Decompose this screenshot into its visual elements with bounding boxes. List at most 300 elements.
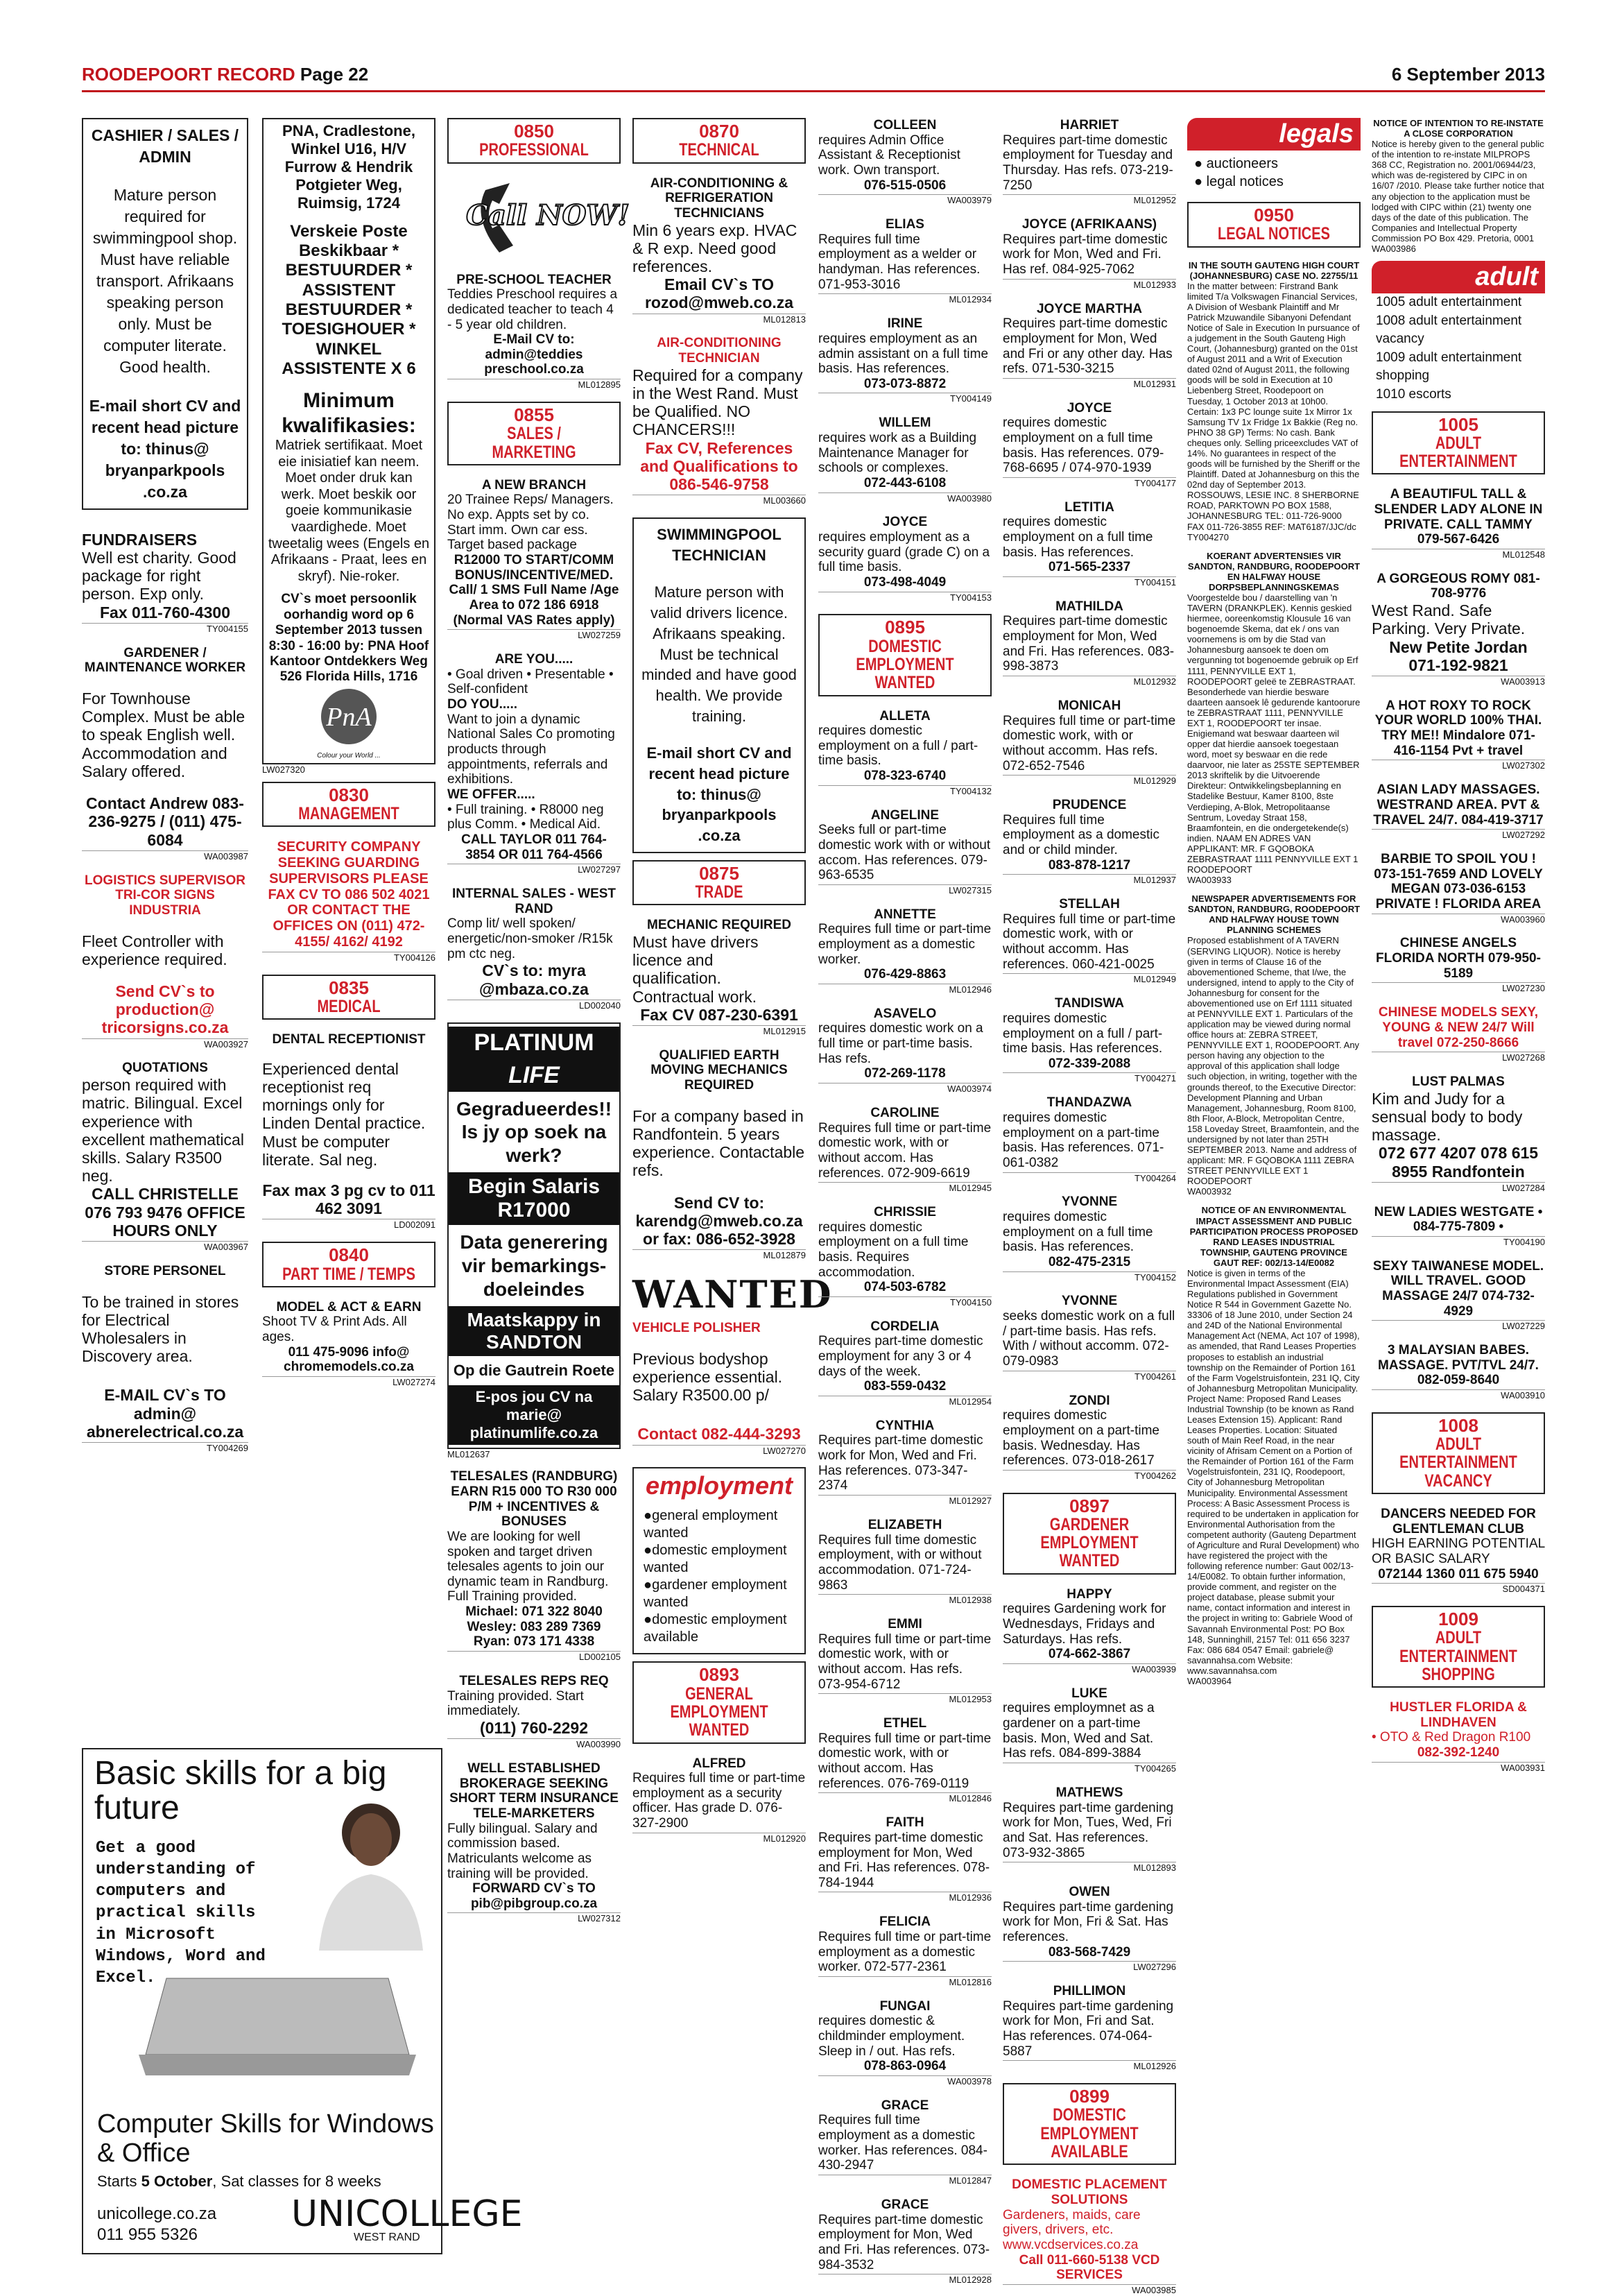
dancers-ad: [1372, 1507, 1545, 1595]
classified-ad: [818, 415, 992, 504]
ad-body: We are looking for well spoken and target driven telesales agents to join our dynamic team in Randburg. Full Training provided.: [447, 1529, 609, 1604]
ad-contact: 076-515-0506: [863, 178, 947, 193]
ad-body: Must have drivers licence and qualification. Contractual work.: [632, 932, 759, 1006]
classified-ad: [1372, 1259, 1545, 1332]
category-name: TRADE: [695, 882, 743, 902]
platinum-route: Op die Gautrein Roete: [453, 1362, 615, 1380]
category-number: 0840: [329, 1244, 369, 1266]
ad-body: requires employmnet as a gardener on a part-time basis. Mon, Wed and Sat. Has refs. 084-899-3884: [1003, 1701, 1155, 1761]
ad-ref: ML003660: [632, 495, 806, 506]
classified-ad: [818, 1419, 992, 1507]
category-number: 0870: [699, 121, 739, 142]
ad-title: SEXY TAIWANESE MODEL. WILL TRAVEL. GOOD MASSAGE 24/7 074-732-4929: [1372, 1258, 1544, 1319]
dental-ad: [262, 1032, 435, 1231]
category-number: 0895: [885, 617, 925, 638]
ad-ref: ML012934: [818, 293, 992, 305]
ad-body: Seeks full or part-time domestic work with or without accom. Has references. 079-963-6535: [818, 823, 991, 883]
ad-title: TANDISWA: [1055, 996, 1124, 1011]
ad-contact: 071-565-2337: [1048, 560, 1131, 575]
ad-body: 20 Trainee Reps/ Managers. No exp. Appts set by co. Start imm. Own car ess. Target based package: [447, 492, 614, 553]
ad-body: West Rand. Safe Parking. Very Private.: [1372, 601, 1526, 638]
ad-ref: LW027259: [447, 629, 621, 641]
ad-title: GARDENER / MAINTENANCE WORKER: [84, 645, 246, 676]
ad-body: Required for a company in the West Rand. Must be Qualified. NO CHANCERS!!!: [632, 366, 803, 439]
ad-body: Requires part-time domestic employment for Mon, Wed and Fri. Has references. 083-998-3873: [1003, 614, 1175, 674]
category-0870: [632, 118, 806, 164]
skills-website: unicollege.co.za: [97, 2204, 217, 2223]
ad-ref: ML012920: [632, 1833, 806, 1844]
ad-body: requires domestic employment on a part-time basis. Wednesday. Has references. 073-018-2617: [1003, 1408, 1159, 1468]
ad-ref: WA003967: [82, 1241, 248, 1253]
classified-ad: [818, 1518, 992, 1606]
classified-ad: [1003, 699, 1176, 787]
ad-contact: 083-878-1217: [1048, 857, 1131, 873]
notice-title: NOTICE OF AN ENVIRONMENTAL IMPACT ASSESSMENT AND PUBLIC PARTICIPATION PROCESS PROPOSED RAND LEASES INDUSTRIAL TOWNSHIP, GAUTENG PROVINCE GAUT REF: 002/13-14/E0082: [1189, 1205, 1358, 1268]
call-now-text: Call NOW!: [466, 198, 630, 232]
ad-title: PHILLIMON: [1053, 1984, 1126, 1999]
ad-title: QUALIFIED EARTH MOVING MECHANICS REQUIRED: [650, 1047, 788, 1093]
column-6: [1003, 118, 1176, 2295]
ad-title: CASHIER / SALES / ADMIN: [91, 126, 239, 166]
ad-title: TELESALES (RANDBURG) EARN R15 000 TO R30 000 P/M + INCENTIVES & BONUSES: [450, 1469, 618, 1530]
classified-ad: [1372, 1343, 1545, 1401]
classified-ad: [818, 1999, 992, 2087]
ad-subtitle: DO YOU.....: [447, 697, 518, 712]
category-0950: [1187, 202, 1361, 248]
category-number: 0855: [514, 404, 554, 425]
ad-title: FAITH: [886, 1815, 924, 1831]
pna-jobs: Verskeie Poste Beskikbaar * BESTUURDER * ASSISTENT BESTUURDER * TOESIGHOUER * WINKEL ASSISTENTE X 6: [282, 221, 416, 378]
ad-body: Requires part-time domestic employment for Mon, Wed and Fri. Has references. 073-984-3532: [818, 2212, 990, 2272]
ad-contact: Fax max 3 pg cv to 011 462 3091: [262, 1181, 435, 1218]
ad-title: NEW LADIES WESTGATE • 084-775-7809 •: [1374, 1204, 1543, 1235]
skills-body: Get a good understanding of computers and practical skills in Microsoft Windows, Word and Excel.: [96, 1838, 266, 1987]
column-4: [632, 118, 833, 2254]
notice-ref: WA003964: [1187, 1675, 1232, 1686]
ad-contact: Fax CV, References and Qualifications to 086-546-9758: [640, 438, 798, 494]
ad-ref: TY004153: [818, 592, 992, 603]
category-name: TECHNICAL: [679, 140, 759, 160]
ad-body: Requires full time employment as a domestic and or child minder.: [1003, 812, 1159, 857]
ad-body: requires domestic employment on a full time basis. Has references.: [1003, 1210, 1153, 1255]
ad-ref: TY004262: [1003, 1470, 1176, 1482]
header-rule: [82, 90, 1545, 92]
ad-ref: ML012952: [1003, 194, 1176, 206]
category-0899: [1003, 2083, 1176, 2165]
ad-ref: WA003960: [1372, 914, 1545, 925]
classified-ad: [818, 1106, 992, 1194]
ad-ref: ML012893: [1003, 1862, 1176, 1874]
intention-notice: [1372, 118, 1545, 254]
ad-title: VEHICLE POLISHER: [632, 1321, 761, 1336]
adult-banner: adult: [1372, 261, 1545, 293]
ad-ref: ML012548: [1372, 549, 1545, 560]
ad-ref: ML012847: [818, 2175, 992, 2186]
aircon-techs-ad: [632, 176, 806, 325]
ad-ref: ML012932: [1003, 676, 1176, 687]
category-number: 1005: [1438, 413, 1478, 435]
ad-title: PRE-SCHOOL TEACHER: [456, 272, 612, 287]
page-number: Page 22: [300, 64, 369, 85]
ad-contact: 072 677 4207 078 615 8955 Randfontein: [1378, 1144, 1539, 1181]
brokerage-ad: [447, 1761, 621, 1924]
ad-contact: 072144 1360 011 675 5940: [1378, 1566, 1539, 1582]
ad-ref: LW027302: [1372, 760, 1545, 771]
ad-body: Kim and Judy for a sensual body to body massage.: [1372, 1089, 1523, 1145]
category-0875: [632, 860, 806, 906]
ad-contact: CALL TAYLOR 011 764-3854 OR 011 764-4566: [461, 832, 607, 862]
ad-title: YVONNE: [1061, 1294, 1118, 1309]
category-number: 0875: [699, 862, 739, 884]
category-0855: [447, 402, 621, 465]
classified-ad: [818, 1319, 992, 1407]
ad-title: GRACE: [881, 2197, 929, 2212]
ad-ref: LW027315: [818, 884, 992, 896]
ad-title: JOYCE (AFRIKAANS): [1021, 217, 1157, 232]
ad-title: ASAVELO: [873, 1006, 937, 1021]
employment-item: ● domestic employment available: [644, 1611, 795, 1646]
branch-ad: [447, 478, 621, 641]
model-ad: [262, 1300, 435, 1388]
ad-ref: TY004155: [82, 623, 248, 635]
ad-title: FELICIA: [879, 1914, 931, 1930]
ad-contact: Call 011-660-5138 VCD SERVICES: [1019, 2252, 1160, 2283]
ad-title: ASIAN LADY MASSAGES. WESTRAND AREA. PVT & TRAVEL 24/7. 084-419-3717: [1373, 782, 1544, 828]
notice-body: In the matter between: Firstrand Bank limited T/a Volkswagen Financial Services, A Division of Wesbank Plaintiff and Mr Patrick Mzuwandile Sibanyoni Defendant Notice of Sale in Execution In pursuance of a judgement in the South Gauteng High Court, (Johannesburg) granted on the 01st of August 2011 and a Writ of Execution dated 02nd of August 2011, the following goods will be sold in Execution at 10 Liebenberg Street, Roodepoort on Tuesday, 1 October 2013 at 10h00. Certain: 1x3 PC lounge suite 1x Mirror 1x Samsung TV 1x Fridge 1x Bakkie (Reg no. PHNO 38 GP) Terms: No cash. Bank cheques only. Selling priceexcludes VAT of 14%. No guarantees in respect of the goods will be furnished by the Sheriff or the Plaintiff. Dated at Johannesburg on this the 02nd day of September 2013. ROSSOUWS, LESIE INC. 8 SHERBORNE ROAD, PARKTOWN PO BOX 1588, JOHANNESBURG TEL: 011-726-9000 FAX 011-726-3855 REF: MAT6187/JJC/dc: [1187, 280, 1361, 532]
classified-ad: [818, 1914, 992, 1987]
ad-ref: WA003979: [818, 194, 992, 206]
ad-body: Requires full time or part-time employment as a security officer. Has grade D. 076-327-2900: [632, 1771, 806, 1831]
classified-ad: [1003, 217, 1176, 290]
notice-ref: WA003933: [1187, 875, 1232, 886]
employment-item: ● gardener employment wanted: [644, 1577, 795, 1611]
ad-ref: LD002105: [447, 1651, 621, 1663]
ad-body: person required with matric. Bilingual. Excel experience with excellent mathematical skills. Salary R3500 neg.: [82, 1076, 244, 1185]
ad-title: GRACE: [881, 2098, 929, 2113]
classified-ad: [1003, 302, 1176, 390]
ad-title: JOYCE: [1067, 400, 1112, 415]
employment-item: ● domestic employment wanted: [644, 1542, 795, 1577]
classified-ad: [1372, 782, 1545, 841]
classified-ad: [1372, 699, 1545, 771]
category-name: ADULT ENTERTAINMENT VACANCY: [1399, 1434, 1517, 1491]
ad-title: COLLEEN: [873, 118, 937, 132]
employment-list: [634, 1503, 804, 1653]
notice-body: Voorgestelde bou / daarstelling van 'n TAVERN (DRANKPLEK). Kennis geskied hiermee, ooreenkomstig Klousule 16 van bogenoemde Skema, dat ek / ons van voornemens is om by die Stad van Johannesburg aansoek te doen om vergunning tot bogenoemde gebruik op Erf 1111, PENNYVILLE EXT 1, ROODEPOORT geleë te ZEBRASTRAAT. Besonderhede van hierdie besware daarteen aansoek lê gedurende kantoorure te ZEBRASTRAAT 1111, PENNYVILLE EXT 1, ROODEPOORT ter insae. Enigiemand wat beswaar daarteen wil opper dat hierdie aansoek toegestaan word, moet sy beswaar en die rede daarvoor, nie later as 25STE SEPTEMBER 2013 skriftelik by die Uitvoerende Direkteur: Ontwikkelingsbeplanning en Stadelike Bestuur, Kamer 8100, 8ste Verdieping, A-Blok, Metropolitaanse Sentrum, Loveday Straat 158, Braamfontein, en die ondergetekende(s) indien. NAAM EN ADRES VAN APPLIKANT: MR. F GQOBOKA ZEBRASTRAAT 1111 PENNYVILLE EXT 1 ROODEPOORT: [1187, 592, 1361, 875]
classified-ad: [818, 2098, 992, 2186]
ad-body: Requires full time or part-time employment as a domestic worker.: [818, 922, 992, 967]
ad-contact: E-mail short CV and recent head picture to: thinus@ bryanparkpools .co.za: [89, 396, 241, 501]
ad-items: • Goal driven • Presentable • Self-confident: [447, 667, 614, 697]
ad-title: ARE YOU.....: [494, 652, 573, 667]
category-name: LEGAL NOTICES: [1218, 224, 1330, 244]
ad-items: • Full training. • R8000 neg plus Comm. • Medical Aid.: [447, 802, 604, 832]
ad-ref: WA003974: [818, 1083, 992, 1095]
ad-ref: ML012928: [818, 2274, 992, 2286]
column-7: [1187, 118, 1361, 2254]
skills-start-detail: , Sat classes for 8 weeks: [212, 2173, 381, 2190]
mechanic-ad: [632, 918, 806, 1037]
classified-ad: [1372, 1074, 1545, 1194]
ad-contact: 072-269-1178: [864, 1066, 946, 1081]
ad-body: requires domestic employment on a full / part-time basis.: [818, 723, 978, 769]
ad-body: Requires full time or part-time domestic work, with or without accomm. Has references. 060-421-0025: [1003, 911, 1176, 972]
ad-ref: TY004151: [1003, 576, 1176, 588]
ad-ref: ML012953: [818, 1693, 992, 1705]
ad-title: IRINE: [887, 316, 923, 332]
ad-title: MATHEWS: [1055, 1785, 1123, 1800]
ad-title: ALLETA: [879, 708, 931, 723]
earth-moving-ad: [632, 1048, 806, 1261]
ad-body: Min 6 years exp. HVAC & R exp. Need good references.: [632, 221, 797, 275]
cashier-ad: [82, 118, 248, 510]
category-name: PROFESSIONAL: [479, 140, 589, 160]
pna-req: Matriek sertifikaat. Moet eie inisiatief kan neem. Moet onder druk kan werk. Moet beskik oor goeie kommunikasie vaardighede. Moet tweetalig wees (Engels en Afrikaans - Praat, lees en skryf). Nie-roker.: [268, 438, 430, 584]
unicollege-logo: UNICOLLEGE: [291, 2193, 523, 2235]
ad-ref: LW027292: [1372, 829, 1545, 841]
ad-body: requires domestic work on a full time or part-time basis. Has refs.: [818, 1021, 983, 1066]
ad-ref: TY004271: [1003, 1072, 1176, 1084]
ad-ref: TY004190: [1372, 1236, 1545, 1248]
ad-title: ETHEL: [883, 1716, 927, 1731]
notice-title: NEWSPAPER ADVERTISEMENTS FOR SANDTON, RANDBURG, ROODEPOORT AND HALFWAY HOUSE TOWN PLANNING SCHEMES: [1187, 893, 1361, 936]
pna-ad: [262, 118, 435, 764]
ad-body: requires domestic employment on a full / part-time basis. Has references.: [1003, 1011, 1163, 1056]
pool-tech-ad: [632, 517, 806, 853]
ad-body: For Townhouse Complex. Must be able to speak English well. Accommodation and Salary offered.: [82, 689, 245, 780]
ad-body: Training provided. Start immediately.: [447, 1688, 584, 1719]
ad-contact: E-mail short CV and recent head picture to: thinus@ bryanparkpools .co.za: [646, 744, 792, 845]
category-0835: [262, 975, 435, 1020]
platinum-body: Data generering vir bemarkings-doeleindes: [460, 1231, 608, 1300]
ad-ref: LW027268: [1372, 1052, 1545, 1063]
ad-title: CORDELIA: [870, 1319, 940, 1334]
ad-contact: R12000 TO START/COMM BONUS/INCENTIVE/MED. Call/ 1 SMS Full Name /Age Area to 072 186 6918 (Normal VAS Rates apply): [449, 553, 619, 628]
ad-contact: Fax CV 087-230-6391: [640, 1005, 798, 1024]
telesales-ad: [447, 1469, 621, 1663]
ad-title: LUKE: [1071, 1686, 1107, 1701]
ad-body: Requires part-time domestic employment for Tuesday and Thursday. Has refs. 073-219-7250: [1003, 132, 1173, 193]
ad-contact: 011 475-9096 info@ chromemodels.co.za: [284, 1344, 414, 1375]
platinum-title: PLATINUM: [449, 1027, 619, 1059]
adult-index-item: 1008 adult entertainment vacancy: [1376, 313, 1522, 347]
ad-body: Mature person required for swimmingpool shop. Must have reliable transport. Afrikaans speaking person only. Must be computer literate. Good health.: [92, 186, 238, 377]
classified-ad: [1372, 572, 1545, 687]
ad-title: QUOTATIONS: [122, 1061, 208, 1076]
category-number: 0897: [1069, 1495, 1110, 1516]
platinum-contact: E-pos jou CV na marie@ platinumlife.co.za: [449, 1385, 619, 1445]
ad-body: Experienced dental receptionist req mornings only for Linden Dental practice. Must be computer literate. Sal neg.: [262, 1059, 426, 1169]
classified-ad: [1003, 798, 1176, 886]
classified-ad: [1372, 1205, 1545, 1248]
ad-title: CAROLINE: [870, 1105, 940, 1120]
logistics-ad: [82, 873, 248, 1050]
ad-ref: TY004261: [1003, 1371, 1176, 1382]
notice-body: Notice is hereby given to the general public of the intention to re-instate MILPROPS 368 CC, Registration no. 2001/06944/23, which was de-registered by CIPC in on 16/07 /2010. Please take further notice that any objection to the application must be lodged with CIPC within (21) twenty one days of the date of this publication. The Companies and Intellectual Property Commission PO Box 429. Pretoria, 0001: [1372, 139, 1544, 243]
ad-title: JOYCE MARTHA: [1036, 301, 1142, 316]
skills-start-date: 5 October: [141, 2173, 213, 2190]
ad-body: requires domestic employment on a full time basis. Has references. 079-768-6695 / 074-970-1939: [1003, 415, 1164, 476]
ad-body: requires domestic employment on a full time basis. Has references.: [1003, 515, 1153, 560]
ad-body: requires Admin Office Assistant & Receptionist work. Own transport.: [818, 132, 960, 178]
classified-ad: [818, 118, 992, 206]
adult-index-item: 1005 adult entertainment: [1376, 295, 1522, 310]
ad-ref: ML012945: [818, 1182, 992, 1194]
ad-contact: Send CV`s to production@ tricorsigns.co.za: [101, 982, 229, 1037]
ad-title: PRUDENCE: [1052, 798, 1127, 812]
ad-title: CHINESE ANGELS FLORIDA NORTH 079-950-5189: [1376, 936, 1541, 981]
ad-title: WELL ESTABLISHED BROKERAGE SEEKING SHORT TERM INSURANCE TELE-MARKETERS: [449, 1760, 619, 1821]
legals-banner: legals: [1187, 118, 1361, 151]
ad-body: Fleet Controller with experience required.: [82, 932, 227, 968]
category-0897: [1003, 1493, 1176, 1575]
ad-body: Requires part-time gardening work for Mon, Tues, Wed, Fri and Sat. Has references. 073-932-3865: [1003, 1800, 1174, 1860]
paper-name: ROODEPOORT RECORD: [82, 64, 295, 85]
ad-ref: ML012926: [1003, 2060, 1176, 2072]
category-number: 0899: [1069, 2086, 1110, 2107]
ad-body: requires domestic & childminder employment. Sleep in / out. Has refs.: [818, 2014, 965, 2059]
quotations-ad: [82, 1061, 248, 1252]
ad-ref: LW027297: [447, 864, 621, 875]
woman-photo-icon: [305, 1791, 437, 1951]
skills-course-title: Computer Skills for Windows & Office: [97, 2109, 434, 2168]
telesales-reps-ad: [447, 1674, 621, 1750]
ad-body: Requires part-time domestic work for Mon, Wed and Fri. Has ref. 084-925-7062: [1003, 232, 1168, 277]
ad-body: Want to join a dynamic National Sales Co promoting products through appointments, referrals and exhibitions.: [447, 712, 615, 787]
ad-title: WILLEM: [879, 415, 931, 431]
ad-body: requires domestic employment on a full time basis. Requires accommodation.: [818, 1219, 969, 1280]
ad-ref: ML012946: [818, 984, 992, 995]
classified-ad: [1003, 1686, 1176, 1774]
notice-body: Proposed establishment of A TAVERN (SERVING LIQUOR). Notice is hereby given in terms of Clause 16 of the abovementioned Scheme, that I/we, the undersigned, intend to apply to the City of Johannesburg for consent for the abovementioned use on Erf 1111 situated at PENNYVILLE EXT 1. Particulars of the application may be viewed during normal office hours at: ZEBRA STREET, PENNYVILLE EXT 1, ROODEPOORT. Any person having any objection to the approval of this application shall lodge such objection, in writing, together with the grounds thereof, to the Executive Director: Development Planning and Urban Management, Johannesburg, Room 8100, 8th Floor, A-Block, Metropolitan Centre, 158 Loveday Street, Braamfontein, and the undersigned by not later than 25TH SEPTEMBER 2013. Name and address of applicant: MR. F GQOBOKA 1111 ZEBRA STREET PENNYVILLE EXT 1 ROODEPOORT: [1187, 935, 1360, 1187]
ad-ref: TY004152: [1003, 1271, 1176, 1283]
ad-body: Requires full time or part-time domestic work, with or without accom. Has refs. 073-954-6712: [818, 1631, 992, 1692]
ad-contact: New Petite Jordan 071-192-9821: [1389, 637, 1528, 674]
pna-cta: CV`s moet persoonlik oorhandig word op 6 September 2013 tussen 8:30 - 16:00 by: PNA Hoof Kantoor Ontdekkers Weg 526 Florida Hills, 1716: [268, 592, 429, 685]
category-0895: [818, 614, 992, 696]
ad-ref: ML012931: [1003, 378, 1176, 390]
ad-ref: ML012927: [818, 1495, 992, 1507]
ad-body: • OTO & Red Dragon R100: [1372, 1730, 1531, 1745]
ad-title: ANNETTE: [874, 907, 936, 922]
ad-title: FUNDRAISERS: [82, 530, 198, 549]
column-5: [818, 118, 992, 2286]
ad-contact: 083-559-0432: [863, 1379, 947, 1394]
classified-ad: [1003, 599, 1176, 687]
ad-contact: 072-339-2088: [1048, 1056, 1131, 1071]
platinum-subtitle: LIFE: [449, 1059, 619, 1092]
ad-body: Requires full time or part-time domestic work, with or without accom. Has references. 076-769-0119: [818, 1731, 992, 1791]
legals-index: [1187, 151, 1361, 195]
ad-title: MECHANIC REQUIRED: [647, 918, 791, 933]
category-number: 1008: [1438, 1414, 1478, 1436]
header-left: [82, 64, 368, 85]
classified-ad: [1372, 852, 1545, 925]
classified-ad: [1003, 1785, 1176, 1874]
ad-body: requires work as a Building Maintenance Manager for schools or complexes.: [818, 430, 977, 476]
employment-item: ● general employment wanted: [644, 1507, 795, 1542]
ad-ref: LW027296: [1003, 1961, 1176, 1973]
ad-ref: TY004126: [262, 952, 435, 963]
ad-title: EMMI: [888, 1617, 922, 1632]
ad-body: Mature person with valid drivers licence. Afrikaans speaking. Must be technical minded and have good health. We provide training.: [641, 583, 797, 725]
ad-title: CYNTHIA: [875, 1418, 935, 1433]
classified-ad: [1372, 936, 1545, 994]
ad-title: DENTAL RECEPTIONIST: [272, 1032, 426, 1047]
classified-ad: [1372, 1005, 1545, 1063]
pna-req-title: Minimum kwalifikasies:: [282, 389, 416, 437]
ad-title: A NEW BRANCH: [481, 477, 587, 492]
ad-body: Requires part-time domestic employment for Mon, Wed and Fri or any other day. Has refs. 071-530-3215: [1003, 316, 1173, 377]
column-8: [1372, 118, 1545, 2254]
ad-contact: 078-863-0964: [863, 2059, 947, 2074]
ad-contact: E-MAIL CV`s TO admin@ abnerelectrical.co.za: [86, 1386, 244, 1441]
skills-headline: Basic skills for a big future: [94, 1755, 387, 1827]
ad-ref: TY004132: [818, 785, 992, 797]
ad-title: STORE PERSONEL: [104, 1263, 226, 1278]
classified-ad: [818, 1205, 992, 1308]
ad-contact: E-Mail CV to: admin@teddies preschool.co.za: [484, 332, 584, 377]
ad-ref: WA003980: [818, 492, 992, 504]
ad-title: SWIMMINGPOOL TECHNICIAN: [657, 526, 782, 564]
ad-body: Comp lit/ well spoken/ energetic/non-smoker /R15k pm ctc neg.: [447, 916, 613, 961]
category-0830: [262, 782, 435, 828]
platinum-salary: Begin Salaris R17000: [449, 1172, 619, 1225]
ad-body: Requires full time employment as a domestic worker. Has references. 084-430-2947: [818, 2113, 987, 2173]
category-1009: [1372, 1606, 1545, 1688]
legals-item: ● legal notices: [1194, 173, 1354, 191]
ad-body: For a company based in Randfontein. 5 years experience. Contactable refs.: [632, 1106, 805, 1180]
category-number: 1009: [1438, 1609, 1478, 1630]
ad-contact: Fax 011-760-4300: [100, 603, 230, 622]
ad-ref: LW027274: [262, 1376, 435, 1388]
ad-contact: 079-567-6426: [1417, 532, 1500, 547]
ad-ref: ML012816: [818, 1976, 992, 1988]
ad-contact: Michael: 071 322 8040 Wesley: 083 289 7369 Ryan: 073 171 4338: [465, 1604, 603, 1650]
ad-ref: ML012879: [632, 1249, 806, 1261]
category-1005: [1372, 411, 1545, 475]
adult-index: [1372, 293, 1545, 404]
category-1008: [1372, 1412, 1545, 1494]
adult-index-item: 1009 adult entertainment shopping: [1376, 350, 1522, 384]
issue-date: 6 September 2013: [1391, 64, 1545, 85]
ad-title: DOMESTIC PLACEMENT SOLUTIONS: [1012, 2177, 1167, 2207]
ad-title: A HOT ROXY TO ROCK YOUR WORLD 100% THAI. TRY ME!! Mindalore 071-416-1154 Pvt + travel: [1374, 698, 1542, 758]
ad-ref: LW027270: [632, 1445, 806, 1457]
ad-title: HARRIET: [1060, 118, 1119, 132]
ad-title: MODEL & ACT & EARN: [276, 1299, 422, 1314]
ad-ref: ML012949: [1003, 973, 1176, 985]
ad-body: Requires part-time domestic employment for Mon, Wed and Fri. Has references. 078-784-1944: [818, 1830, 990, 1890]
ad-body: Requires part-time domestic work for Mon, Wed and Fri. Has references. 073-347-2374: [818, 1433, 983, 1493]
ad-ref: ML012846: [818, 1792, 992, 1804]
category-number: 0850: [514, 121, 554, 142]
ad-contact: (011) 760-2292: [479, 1718, 588, 1737]
are-you-ad: [447, 652, 621, 875]
classified-ad: [818, 709, 992, 797]
notice-ref: WA003986: [1372, 243, 1416, 254]
classified-ad: [818, 1815, 992, 1903]
ad-body: Requires part-time gardening work for Mon, Fri & Sat. Has references.: [1003, 1899, 1174, 1944]
ad-body: Requires full time or part-time employment as a domestic worker. 072-577-2361: [818, 1929, 992, 1975]
category-0850: [447, 118, 621, 164]
ad-ref: ML012933: [1003, 279, 1176, 291]
ad-body: requires Gardening work for Wednesdays, Fridays and Saturdays. Has refs.: [1003, 1602, 1166, 1647]
pna-slogan: Colour your World ...: [317, 751, 381, 760]
classified-ad: [1003, 1394, 1176, 1482]
category-0893: 0893 GENERAL EMPLOYMENT WANTED: [632, 1661, 806, 1743]
ad-title: AIR-CONDITIONING & REFRIGERATION TECHNICIANS: [650, 175, 788, 221]
